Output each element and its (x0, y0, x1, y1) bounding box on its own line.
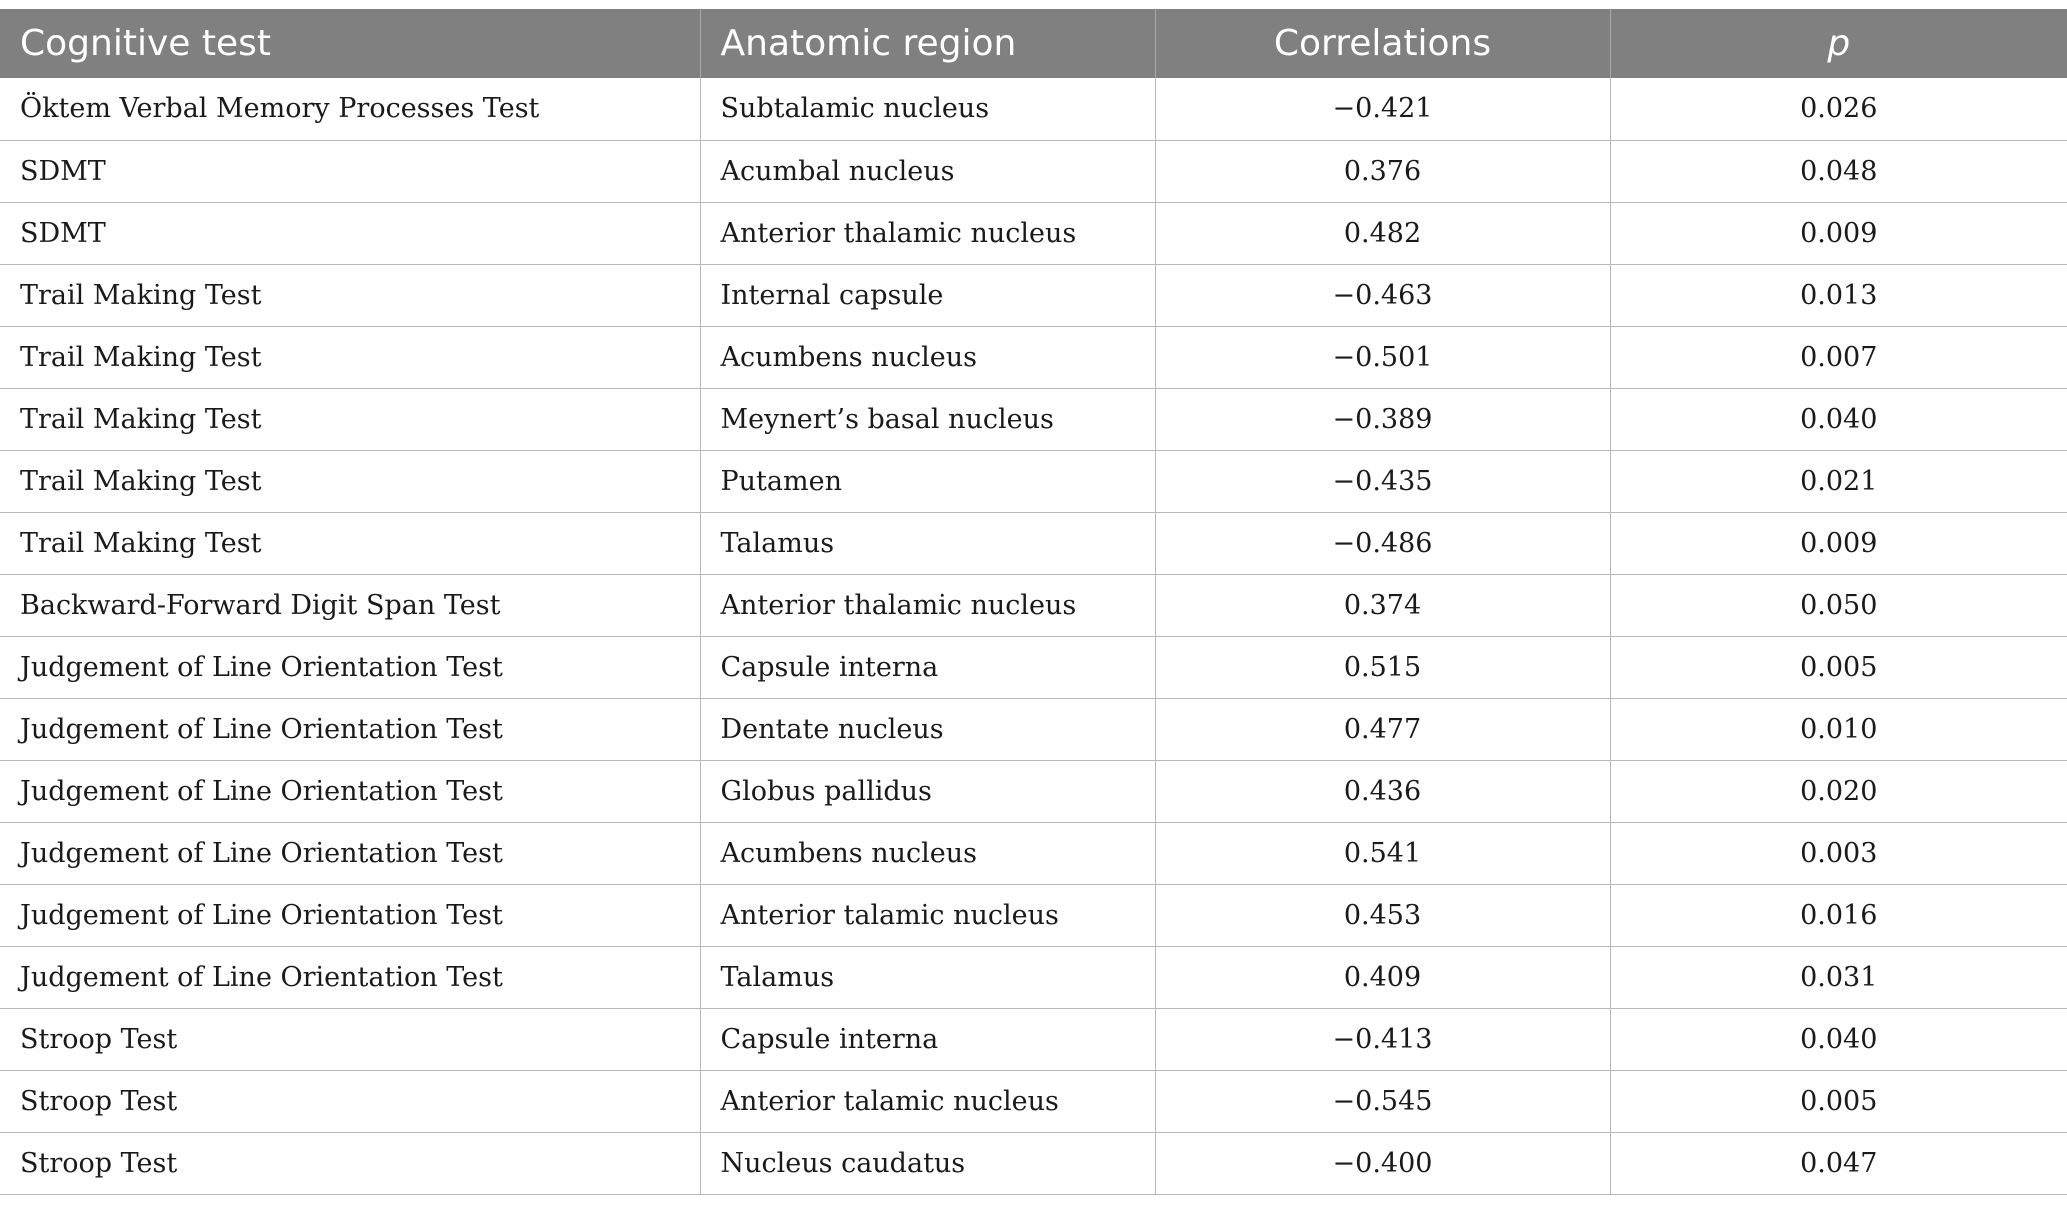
cell-anatomic-region: Acumbal nucleus (700, 140, 1155, 202)
cell-cognitive-test: Backward-Forward Digit Span Test (0, 574, 700, 636)
cell-anatomic-region: Acumbens nucleus (700, 822, 1155, 884)
table-row (0, 264, 2067, 326)
table-row (0, 1008, 2067, 1070)
table-row (0, 388, 2067, 450)
cell-cognitive-test: Stroop Test (0, 1070, 700, 1132)
cell-cognitive-test: Judgement of Line Orientation Test (0, 636, 700, 698)
cell-anatomic-region: Acumbens nucleus (700, 326, 1155, 388)
cell-correlation: −0.435 (1155, 450, 1610, 512)
cell-correlation: −0.545 (1155, 1070, 1610, 1132)
cell-p-value: 0.048 (1610, 140, 2067, 202)
cell-correlation: 0.541 (1155, 822, 1610, 884)
cell-p-value: 0.005 (1610, 1070, 2067, 1132)
cell-p-value: 0.007 (1610, 326, 2067, 388)
cell-anatomic-region: Capsule interna (700, 1008, 1155, 1070)
cell-p-value: 0.005 (1610, 636, 2067, 698)
cell-correlation: −0.413 (1155, 1008, 1610, 1070)
cell-p-value: 0.020 (1610, 760, 2067, 822)
cell-cognitive-test: Judgement of Line Orientation Test (0, 698, 700, 760)
table-row (0, 1132, 2067, 1194)
cell-p-value: 0.047 (1610, 1132, 2067, 1194)
table-row (0, 140, 2067, 202)
correlation-table (0, 9, 2067, 1195)
header-row (0, 9, 2067, 78)
cell-cognitive-test: Judgement of Line Orientation Test (0, 884, 700, 946)
cell-correlation: −0.421 (1155, 78, 1610, 140)
cell-p-value: 0.031 (1610, 946, 2067, 1008)
table-row (0, 78, 2067, 140)
cell-p-value: 0.026 (1610, 78, 2067, 140)
cell-correlation: 0.477 (1155, 698, 1610, 760)
cell-anatomic-region: Subtalamic nucleus (700, 78, 1155, 140)
cell-anatomic-region: Anterior talamic nucleus (700, 884, 1155, 946)
cell-correlation: 0.515 (1155, 636, 1610, 698)
cell-anatomic-region: Dentate nucleus (700, 698, 1155, 760)
cell-cognitive-test: Judgement of Line Orientation Test (0, 822, 700, 884)
table-row (0, 946, 2067, 1008)
cell-p-value: 0.050 (1610, 574, 2067, 636)
table-body (0, 78, 2067, 1194)
cell-p-value: 0.040 (1610, 388, 2067, 450)
table-row (0, 202, 2067, 264)
cell-anatomic-region: Globus pallidus (700, 760, 1155, 822)
cell-anatomic-region: Talamus (700, 512, 1155, 574)
correlation-table-container (0, 9, 2067, 1195)
table-row (0, 1070, 2067, 1132)
cell-correlation: −0.389 (1155, 388, 1610, 450)
cell-p-value: 0.009 (1610, 202, 2067, 264)
cell-correlation: −0.486 (1155, 512, 1610, 574)
header-p-value: p (1827, 23, 1851, 64)
cell-correlation: 0.376 (1155, 140, 1610, 202)
cell-cognitive-test: Öktem Verbal Memory Processes Test (0, 78, 700, 140)
header-anatomic-region: Anatomic region (700, 9, 1155, 78)
cell-cognitive-test: Trail Making Test (0, 264, 700, 326)
cell-anatomic-region: Anterior thalamic nucleus (700, 202, 1155, 264)
table-row (0, 574, 2067, 636)
cell-p-value: 0.010 (1610, 698, 2067, 760)
cell-correlation: −0.463 (1155, 264, 1610, 326)
cell-anatomic-region: Meynert’s basal nucleus (700, 388, 1155, 450)
cell-correlation: −0.400 (1155, 1132, 1610, 1194)
table-row (0, 326, 2067, 388)
cell-anatomic-region: Putamen (700, 450, 1155, 512)
cell-p-value: 0.013 (1610, 264, 2067, 326)
cell-cognitive-test: Trail Making Test (0, 388, 700, 450)
table-row (0, 698, 2067, 760)
cell-correlation: 0.374 (1155, 574, 1610, 636)
table-row (0, 512, 2067, 574)
cell-cognitive-test: Trail Making Test (0, 450, 700, 512)
cell-p-value: 0.009 (1610, 512, 2067, 574)
cell-anatomic-region: Talamus (700, 946, 1155, 1008)
cell-cognitive-test: Stroop Test (0, 1132, 700, 1194)
cell-anatomic-region: Capsule interna (700, 636, 1155, 698)
cell-anatomic-region: Anterior thalamic nucleus (700, 574, 1155, 636)
header-cognitive-test: Cognitive test (0, 9, 700, 78)
table-row (0, 760, 2067, 822)
table-row (0, 636, 2067, 698)
cell-p-value: 0.021 (1610, 450, 2067, 512)
cell-anatomic-region: Anterior talamic nucleus (700, 1070, 1155, 1132)
cell-cognitive-test: Judgement of Line Orientation Test (0, 946, 700, 1008)
cell-p-value: 0.040 (1610, 1008, 2067, 1070)
cell-anatomic-region: Internal capsule (700, 264, 1155, 326)
table-row (0, 450, 2067, 512)
table-row (0, 822, 2067, 884)
cell-correlation: 0.453 (1155, 884, 1610, 946)
table-row (0, 884, 2067, 946)
cell-cognitive-test: Judgement of Line Orientation Test (0, 760, 700, 822)
cell-correlation: −0.501 (1155, 326, 1610, 388)
cell-correlation: 0.482 (1155, 202, 1610, 264)
cell-cognitive-test: Trail Making Test (0, 326, 700, 388)
cell-cognitive-test: SDMT (0, 140, 700, 202)
cell-correlation: 0.409 (1155, 946, 1610, 1008)
cell-cognitive-test: Stroop Test (0, 1008, 700, 1070)
cell-cognitive-test: SDMT (0, 202, 700, 264)
cell-p-value: 0.003 (1610, 822, 2067, 884)
cell-cognitive-test: Trail Making Test (0, 512, 700, 574)
cell-p-value: 0.016 (1610, 884, 2067, 946)
cell-correlation: 0.436 (1155, 760, 1610, 822)
cell-anatomic-region: Nucleus caudatus (700, 1132, 1155, 1194)
header-correlations: Correlations (1155, 9, 1610, 78)
